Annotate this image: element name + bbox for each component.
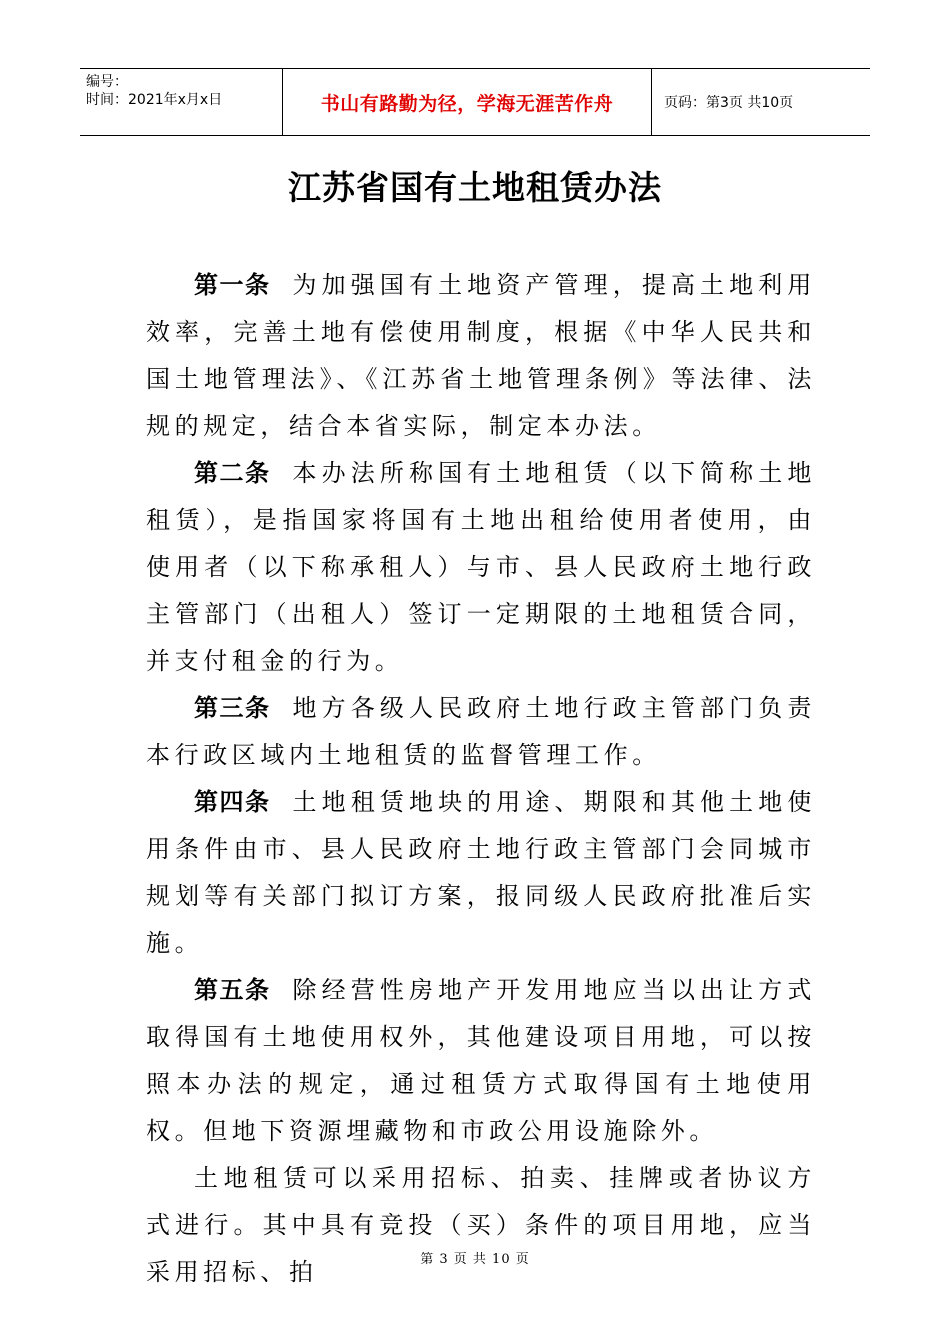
page-footer: 第 3 页 共 10 页 — [420, 1252, 530, 1267]
article-text: 地方各级人民政府土地行政主管部门负责本行政区域内土地租赁的监督管理工作。 — [146, 694, 816, 769]
article-3 — [146, 685, 816, 779]
article-5 — [146, 967, 816, 1155]
article-text: 本办法所称国有土地租赁（以下简称土地租赁），是指国家将国有土地出租给使用者使用，由使用者（以下称承租人）与市、县人民政府土地行政主管部门（出租人）签订一定期限的土地租赁合同，并支付租金的行为。 — [146, 459, 816, 675]
document-title: 江苏省国有土地租赁办法 — [288, 168, 662, 207]
time-label: 时间：2021年x月x日 — [86, 92, 223, 108]
article-text: 为加强国有土地资产管理，提高土地利用效率，完善土地有偿使用制度，根据《中华人民共和国土地管理法》、《江苏省土地管理条例》等法律、法规的规定，结合本省实际，制定本办法。 — [146, 271, 816, 440]
header-page-info: 页码：第3页 共10页 — [664, 95, 794, 111]
header-meta — [80, 69, 282, 135]
document-body — [146, 262, 816, 1296]
article-heading: 第五条 — [194, 976, 271, 1004]
article-4 — [146, 779, 816, 967]
number-label: 编号： — [86, 74, 128, 90]
article-heading: 第二条 — [194, 459, 271, 487]
article-heading: 第三条 — [194, 694, 271, 722]
article-5-continued — [146, 1155, 816, 1296]
header-motto: 书山有路勤为径，学海无涯苦作舟 — [282, 69, 652, 135]
article-heading: 第四条 — [194, 788, 271, 816]
article-text: 土地租赁可以采用招标、拍卖、挂牌或者协议方式进行。其中具有竞投（买）条件的项目用地，应当采用招标、拍 — [146, 1164, 816, 1286]
article-1 — [146, 262, 816, 450]
header-table — [80, 68, 870, 136]
article-heading: 第一条 — [194, 271, 271, 299]
article-text: 除经营性房地产开发用地应当以出让方式取得国有土地使用权外，其他建设项目用地，可以按照本办法的规定，通过租赁方式取得国有土地使用权。但地下资源埋藏物和市政公用设施除外。 — [146, 976, 816, 1145]
article-text: 土地租赁地块的用途、期限和其他土地使用条件由市、县人民政府土地行政主管部门会同城市规划等有关部门拟订方案，报同级人民政府批准后实施。 — [146, 788, 816, 957]
article-2 — [146, 450, 816, 685]
